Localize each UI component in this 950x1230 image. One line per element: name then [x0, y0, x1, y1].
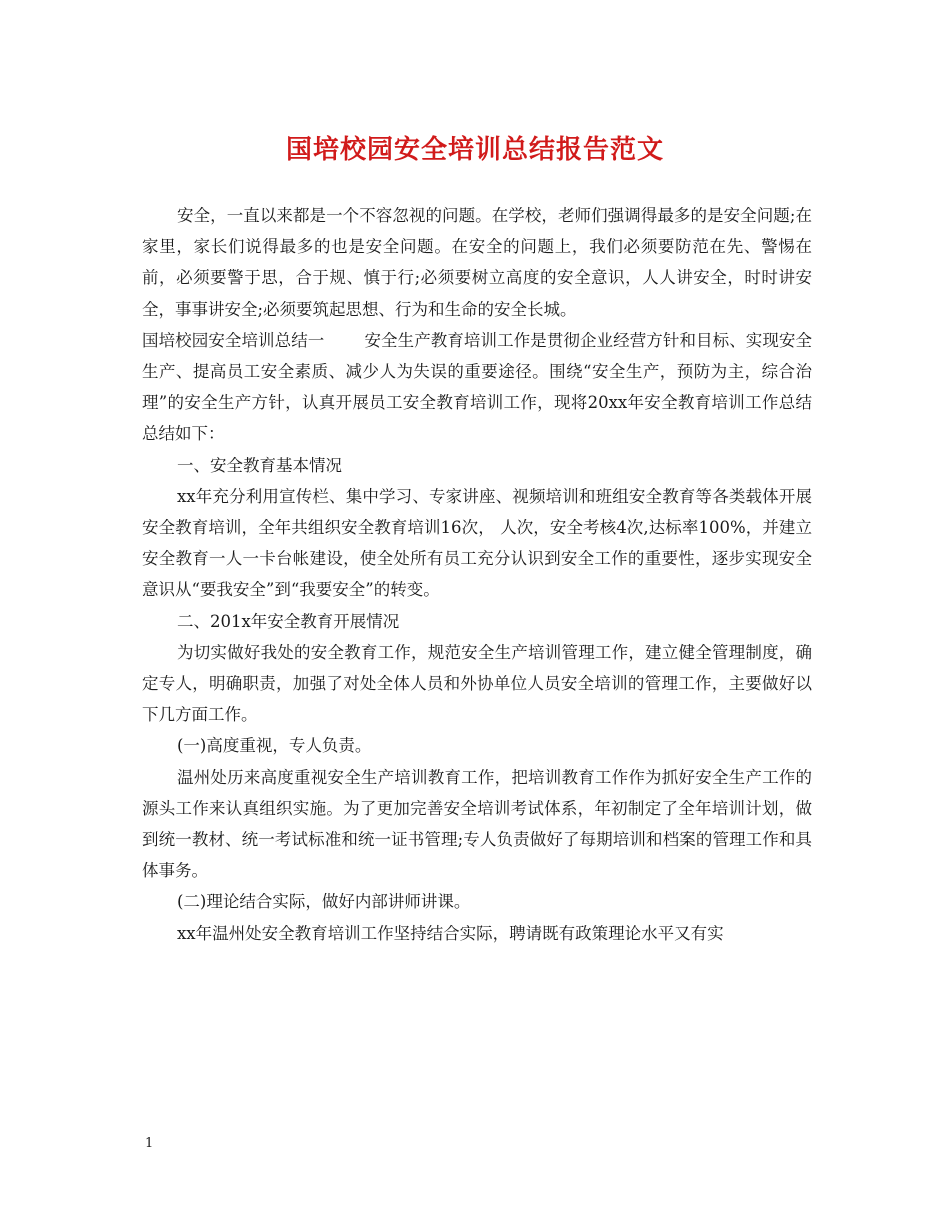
heading-2: 二、201x年安全教育开展情况 [177, 611, 400, 631]
document-body [142, 200, 812, 949]
section-intro-text: 安全生产教育培训工作是贯彻企业经营方针和目标、实现安全生产、提高员工安全素质、减少人为失误的重要途径。围绕“安全生产，预防为主，综合治理”的安全生产方针，认真开展员工安全教育培训工作，现将20xx年安全教育培训工作总结总结如下： [142, 330, 813, 444]
subheading-2: (二)理论结合实际，做好内部讲师讲课。 [177, 892, 471, 912]
section-intro-paragraph [142, 325, 812, 450]
paragraph-3: 温州处历来高度重视安全生产培训教育工作，把培训教育工作作为抓好安全生产工作的源头工作来认真组织实施。为了更加完善安全培训考试体系，年初制定了全年培训计划，做到统一教材、统一考试标准和统一证书管理;专人负责做好了每期培训和档案的管理工作和具体事务。 [142, 767, 812, 881]
subheading-1: (一)高度重视，专人负责。 [177, 736, 372, 756]
paragraph-2: 为切实做好我处的安全教育工作，规范安全生产培训管理工作，建立健全管理制度，确定专人，明确职责，加强了对处全体人员和外协单位人员安全培训的管理工作，主要做好以下几方面工作。 [142, 642, 812, 725]
page-number: 1 [145, 1136, 154, 1151]
paragraph-4: xx年温州处安全教育培训工作坚持结合实际，聘请既有政策理论水平又有实 [177, 923, 724, 943]
heading-1: 一、安全教育基本情况 [177, 455, 342, 475]
section-heading: 国培校园安全培训总结一 [142, 330, 325, 350]
paragraph-1: xx年充分利用宣传栏、集中学习、专家讲座、视频培训和班组安全教育等各类载体开展安全教育培训，全年共组织安全教育培训16次， 人次，安全考核4次,达标率100%，并建立安全教育一人一卡台帐建设，使全处所有员工充分认识到安全工作的重要性，逐步实现安全意识从“要我安全”到“我要安全”的转变。 [142, 486, 812, 600]
document-title: 国培校园安全培训总结报告范文 [285, 135, 664, 165]
intro-paragraph: 安全，一直以来都是一个不容忽视的问题。在学校，老师们强调得最多的是安全问题;在家里，家长们说得最多的也是安全问题。在安全的问题上，我们必须要防范在先、警惕在前，必须要警于思，合于规、慎于行;必须要树立高度的安全意识，人人讲安全，时时讲安全，事事讲安全;必须要筑起思想、行为和生命的安全长城。 [142, 206, 812, 319]
